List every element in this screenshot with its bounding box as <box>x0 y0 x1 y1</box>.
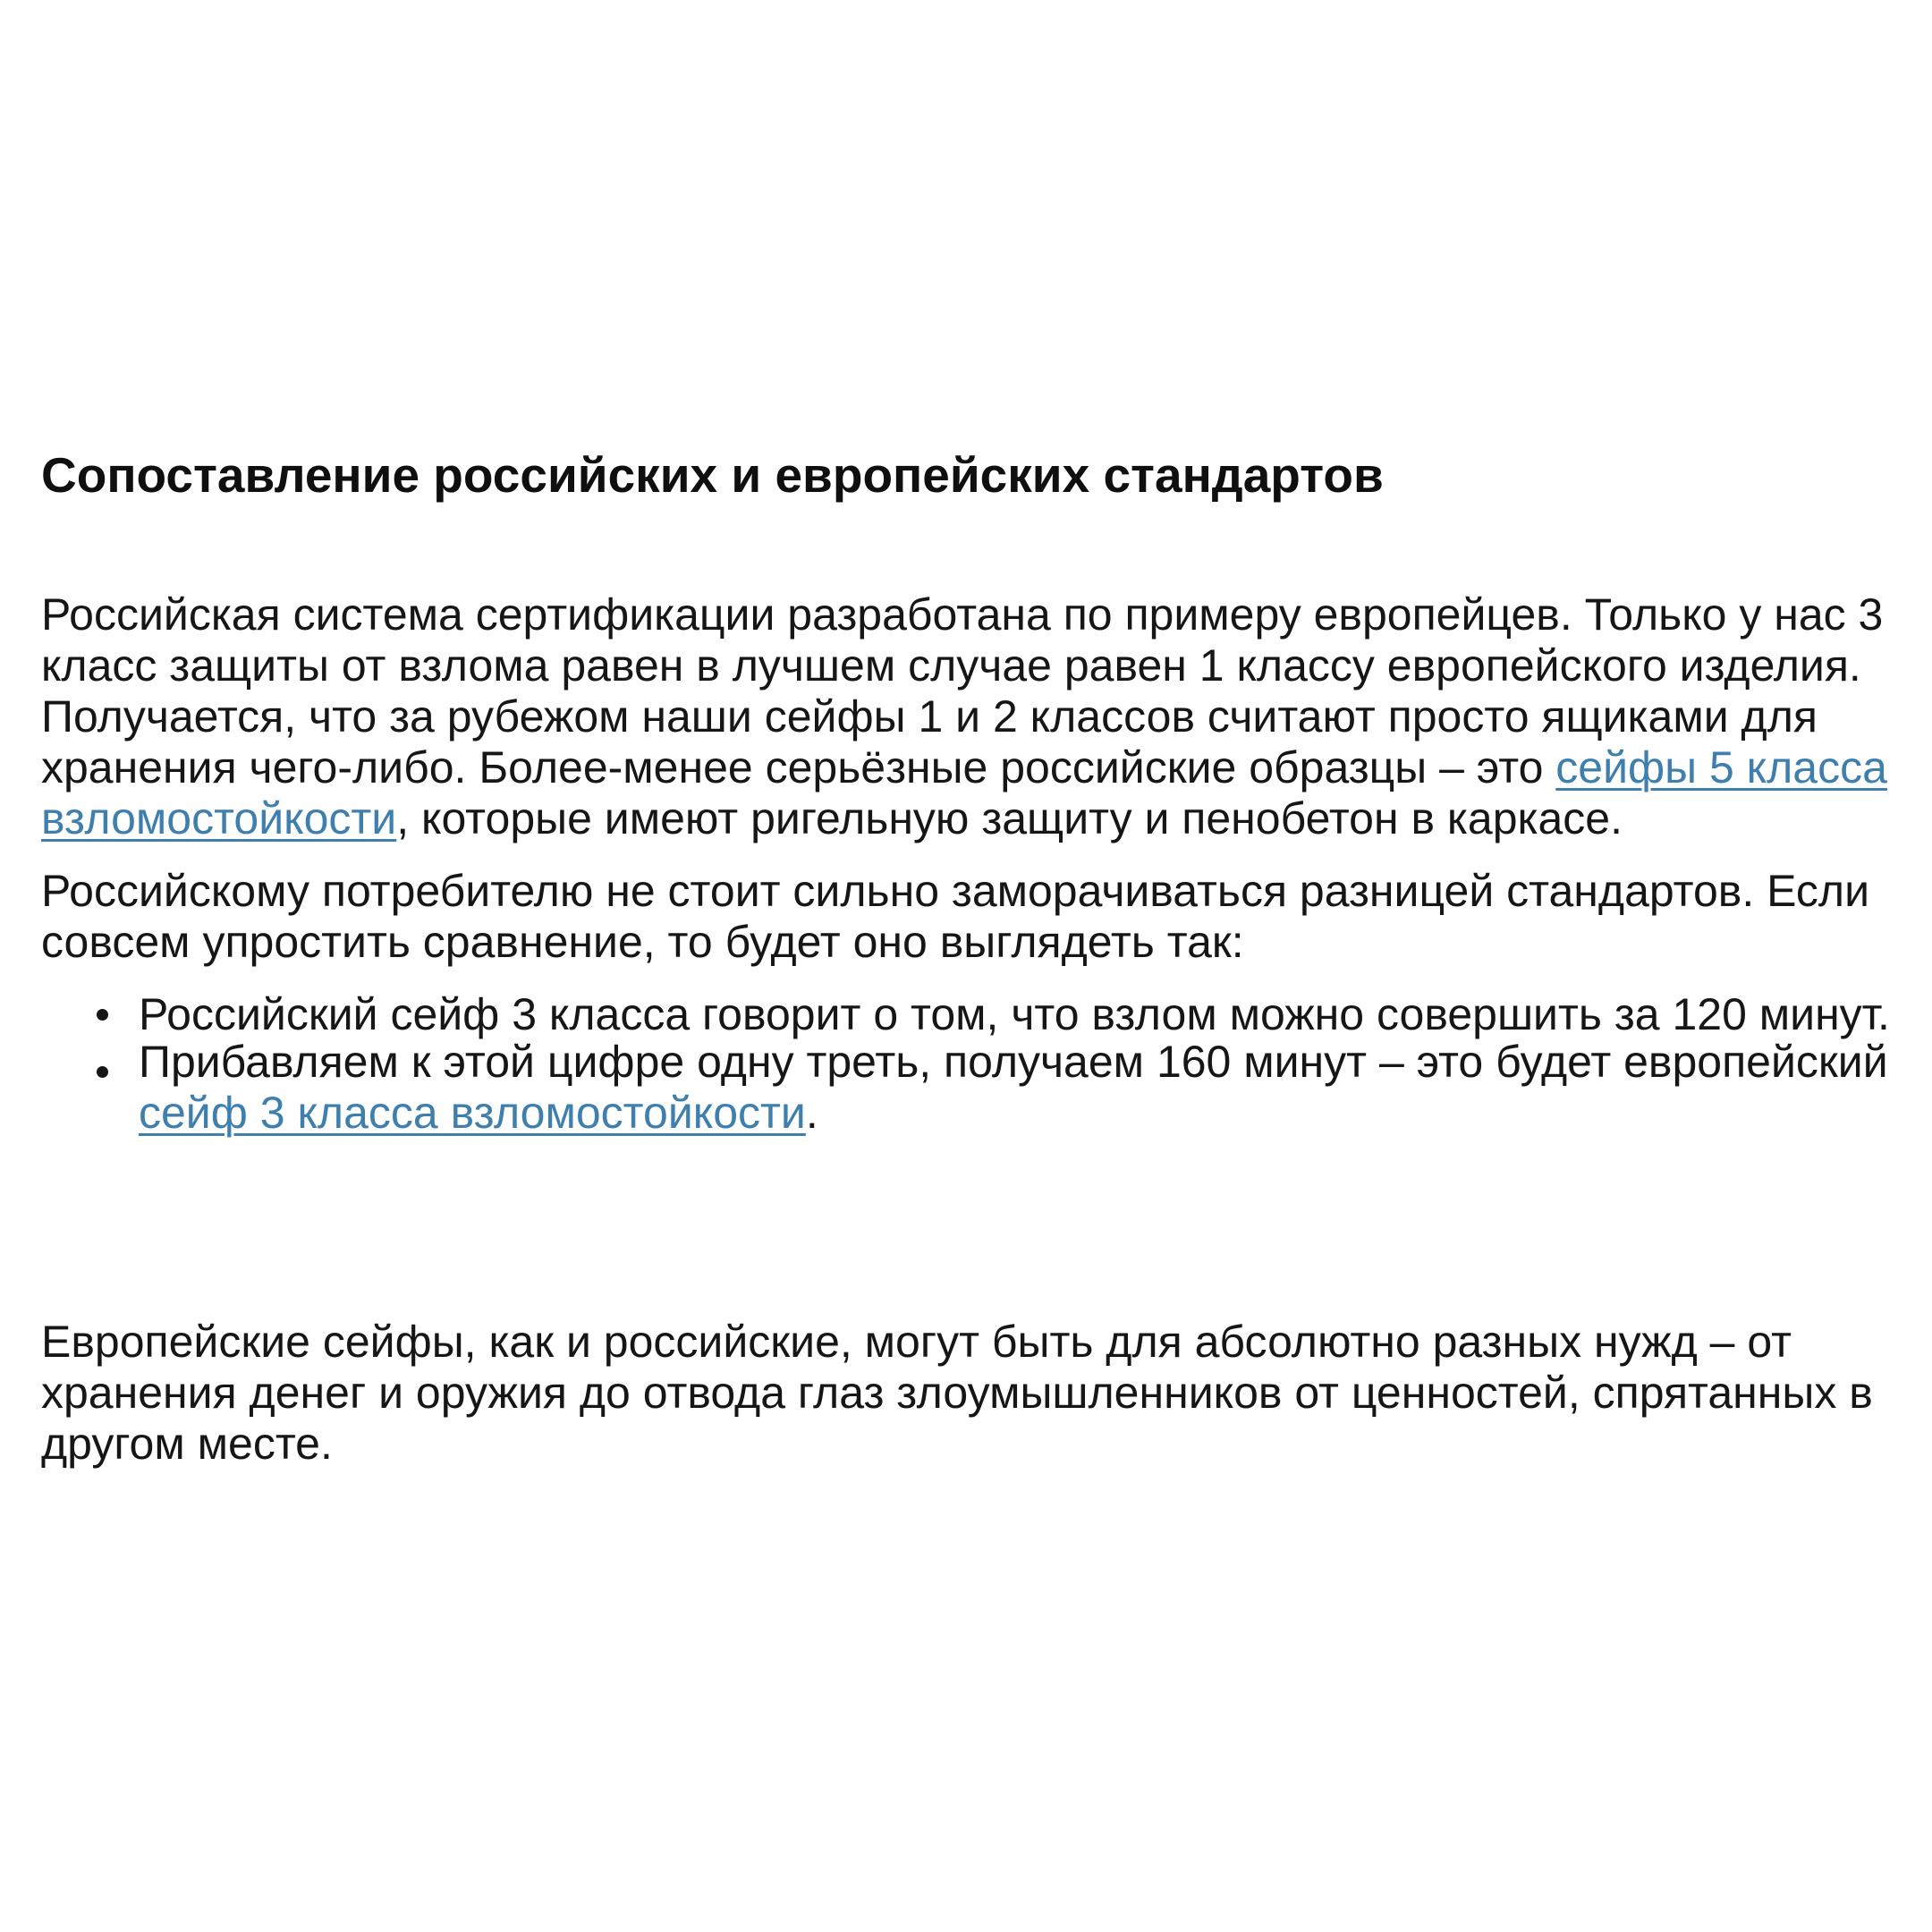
list-item-russian-safe <box>139 989 1896 1040</box>
list-item-european-safe <box>139 1037 1896 1139</box>
text-run: Европейские сейфы, как и российские, могут быть для абсолютно разных нужд – от хранения денег и оружия до отвода глаз злоумышленников от ценностей, спрятанных в другом месте. <box>41 1317 1873 1469</box>
text-run: Прибавляем к этой цифре одну треть, получаем 160 минут – это будет европейский <box>139 1037 1888 1087</box>
page-title: Сопоставление российских и европейских стандартов <box>41 447 1384 503</box>
text-run: Российская система сертификации разработана по примеру европейцев. Только у нас 3 класс защиты от взлома равен в лучшем случае равен 1 классу европейского изделия. Получается, что за рубежом наши сейфы 1 и 2 классов считают просто ящиками для хранения чего-либо. Более-менее серьёзные российские образцы – это <box>41 589 1884 792</box>
paragraph-european-safes <box>41 1317 1896 1470</box>
comparison-list <box>41 989 1896 1139</box>
text-run: . <box>805 1088 818 1138</box>
text-run: Российский сейф 3 класса говорит о том, что взлом можно совершить за 120 минут. <box>139 989 1890 1039</box>
text-run: , которые имеют ригельную защиту и пенобетон в каркасе. <box>396 793 1623 843</box>
inline-link[interactable]: сейфы 5 класса взломостойкости <box>41 742 1887 843</box>
text-run: Российскому потребителю не стоит сильно заморачиваться разницей стандартов. Если совсем упростить сравнение, то будет оно выглядеть так: <box>41 866 1869 967</box>
paragraph-consumer <box>41 866 1896 968</box>
paragraph-certification <box>41 589 1896 844</box>
inline-link[interactable]: сейф 3 класса взломостойкости <box>139 1088 806 1138</box>
